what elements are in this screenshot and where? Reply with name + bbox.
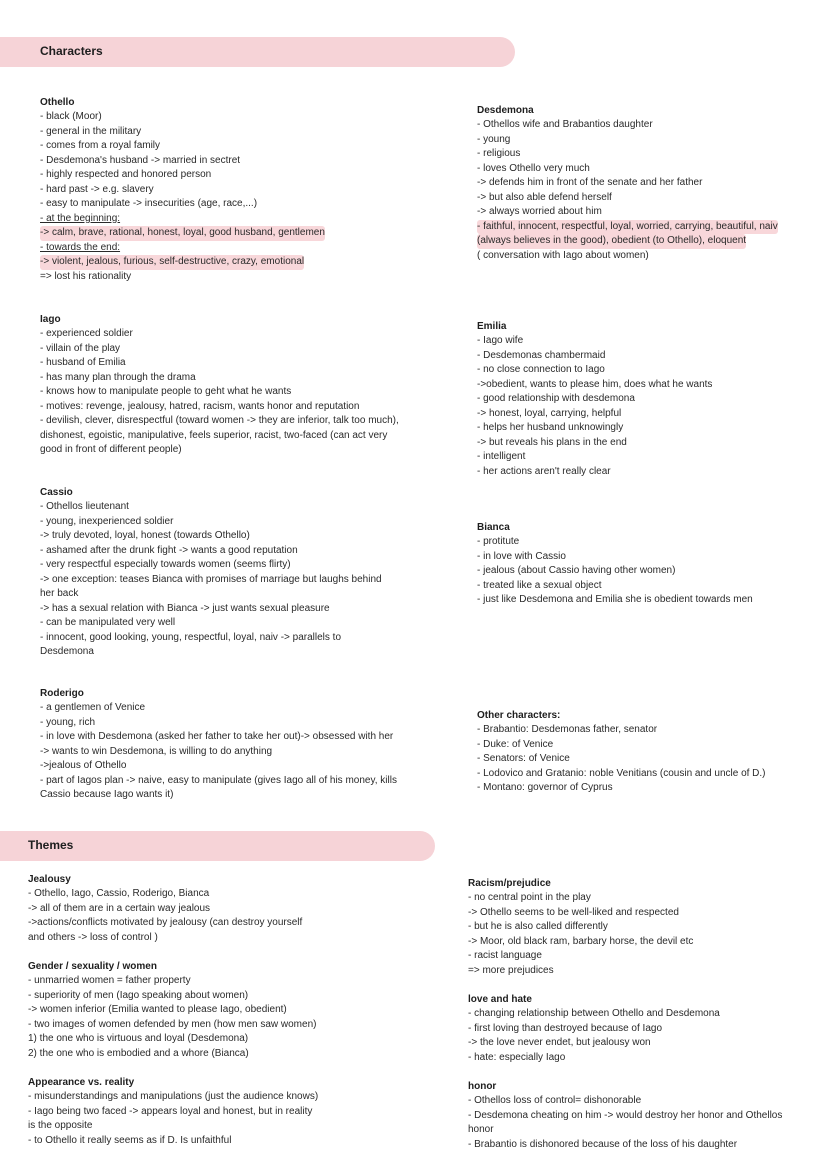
- desdemona-line: - young: [477, 133, 511, 145]
- appearance-line: - to Othello it really seems as if D. Is unfaithful: [28, 1134, 232, 1146]
- emilia-line: - no close connection to Iago: [477, 364, 605, 375]
- iago-line: good in front of different people): [40, 444, 182, 455]
- gender-title: Gender / sexuality / women: [28, 961, 157, 972]
- iago-title: Iago: [40, 314, 61, 325]
- love-hate-line: - hate: especially Iago: [468, 1051, 566, 1063]
- racism-line: -> Moor, old black ram, barbary horse, the devil etc: [468, 935, 694, 947]
- emilia-title: Emilia: [477, 321, 507, 332]
- iago-line: - experienced soldier: [40, 328, 133, 339]
- iago-line: - has many plan through the drama: [40, 371, 196, 383]
- other-characters-line: - Brabantio: Desdemonas father, senator: [477, 724, 658, 735]
- bianca-block: [477, 520, 817, 608]
- emilia-line: - Desdemonas chambermaid: [477, 349, 606, 361]
- section-title-themes: Themes: [28, 838, 74, 852]
- themes-banner: [0, 831, 435, 861]
- iago-block: [40, 312, 460, 458]
- roderigo-line: - part of Iagos plan -> naive, easy to manipulate (gives Iago all of his money, kills: [40, 774, 397, 786]
- emilia-line: - helps her husband unknowingly: [477, 422, 624, 433]
- cassio-line: -> truly devoted, loyal, honest (towards Othello): [40, 530, 250, 541]
- roderigo-line: - young, rich: [40, 716, 96, 728]
- desdemona-line: - faithful, innocent, respectful, loyal, worried, carrying, beautiful, naiv: [477, 220, 778, 235]
- other-characters-title: Other characters:: [477, 710, 561, 721]
- iago-line: - knows how to manipulate people to geht what he wants: [40, 386, 292, 397]
- racism-title: Racism/prejudice: [468, 878, 551, 889]
- cassio-line: - ashamed after the drunk fight -> wants a good reputation: [40, 544, 298, 556]
- othello-line: - comes from a royal family: [40, 140, 161, 151]
- emilia-line: ->obedient, wants to please him, does what he wants: [477, 378, 713, 390]
- jealousy-line: -> all of them are in a certain way jealous: [28, 902, 211, 914]
- roderigo-line: - in love with Desdemona (asked her father to take her out)-> obsessed with her: [40, 731, 394, 742]
- cassio-line: - young, inexperienced soldier: [40, 515, 174, 527]
- cassio-line: - Othellos lieutenant: [40, 501, 129, 512]
- honor-line: - Brabantio is dishonored because of the loss of his daughter: [468, 1138, 738, 1150]
- gender-line: -> women inferior (Emilia wanted to please Iago, obedient): [28, 1004, 287, 1015]
- desdemona-line: ( conversation with Iago about women): [477, 249, 649, 261]
- cassio-line: -> has a sexual relation with Bianca -> just wants sexual pleasure: [40, 602, 330, 614]
- iago-line: - devilish, clever, disrespectful (toward women -> they are inferior, talk too much),: [40, 415, 399, 426]
- othello-line: => lost his rationality: [40, 270, 132, 282]
- roderigo-block: [40, 686, 460, 803]
- gender-block: [28, 959, 448, 1061]
- other-characters-line: - Montano: governor of Cyprus: [477, 782, 613, 793]
- racism-block: [468, 876, 818, 978]
- appearance-line: is the opposite: [28, 1120, 93, 1131]
- gender-line: - superiority of men (Iago speaking about women): [28, 989, 249, 1001]
- gender-line: - unmarried women = father property: [28, 975, 191, 986]
- bianca-line: - treated like a sexual object: [477, 579, 602, 591]
- jealousy-line: and others -> loss of control ): [28, 931, 158, 943]
- honor-title: honor: [468, 1081, 497, 1092]
- emilia-line: -> honest, loyal, carrying, helpful: [477, 407, 622, 419]
- appearance-line: - Iago being two faced -> appears loyal and honest, but in reality: [28, 1105, 313, 1117]
- jealousy-line: - Othello, Iago, Cassio, Roderigo, Bianca: [28, 888, 210, 899]
- roderigo-line: - a gentlemen of Venice: [40, 702, 146, 713]
- desdemona-line: - loves Othello very much: [477, 162, 590, 174]
- othello-line: - black (Moor): [40, 111, 102, 122]
- iago-line: dishonest, egoistic, manipulative, feels superior, racist, two-faced (can act very: [40, 429, 388, 441]
- roderigo-line: -> wants to win Desdemona, is willing to do anything: [40, 745, 273, 757]
- emilia-block: [477, 319, 817, 479]
- bianca-line: - protitute: [477, 536, 520, 547]
- racism-line: - but he is also called differently: [468, 921, 608, 932]
- characters-banner: [0, 37, 515, 67]
- racism-line: - no central point in the play: [468, 892, 591, 903]
- honor-line: - Desdemona cheating on him -> would destroy her honor and Othellos: [468, 1109, 783, 1121]
- gender-line: 1) the one who is virtuous and loyal (Desdemona): [28, 1033, 249, 1044]
- othello-line: - Desdemona's husband -> married in sectret: [40, 154, 241, 166]
- emilia-line: -> but reveals his plans in the end: [477, 436, 627, 448]
- desdemona-line: (always believes in the good), obedient (to Othello), eloquent: [477, 234, 746, 249]
- emilia-line: - intelligent: [477, 451, 526, 462]
- love-hate-line: - changing relationship between Othello and Desdemona: [468, 1008, 720, 1019]
- desdemona-line: - Othellos wife and Brabantios daughter: [477, 119, 653, 130]
- desdemona-line: -> defends him in front of the senate and her father: [477, 177, 703, 188]
- othello-line: -> calm, brave, rational, honest, loyal, good husband, gentlemen: [40, 226, 325, 241]
- cassio-line: -> one exception: teases Bianca with promises of marriage but laughs behind: [40, 573, 382, 585]
- gender-line: 2) the one who is embodied and a whore (Bianca): [28, 1047, 249, 1059]
- bianca-line: - jealous (about Cassio having other women): [477, 565, 676, 576]
- othello-block: [40, 95, 440, 284]
- appearance-line: - misunderstandings and manipulations (just the audience knows): [28, 1091, 319, 1102]
- bianca-line: - in love with Cassio: [477, 550, 566, 562]
- iago-line: - motives: revenge, jealousy, hatred, racism, wants honor and reputation: [40, 400, 360, 412]
- othello-line: - general in the military: [40, 125, 142, 137]
- jealousy-block: [28, 872, 448, 945]
- desdemona-line: -> always worried about him: [477, 206, 602, 217]
- jealousy-line: ->actions/conflicts motivated by jealousy (can destroy yourself: [28, 917, 303, 928]
- othello-line: - towards the end:: [40, 241, 121, 253]
- section-title-characters: Characters: [40, 44, 103, 58]
- emilia-line: - good relationship with desdemona: [477, 393, 635, 404]
- other-characters-line: - Senators: of Venice: [477, 753, 570, 764]
- othello-line: - highly respected and honored person: [40, 169, 212, 180]
- other-characters-block: [477, 708, 817, 796]
- othello-line: - easy to manipulate -> insecurities (age, race,...): [40, 198, 258, 209]
- cassio-line: - innocent, good looking, young, respectful, loyal, naiv -> parallels to: [40, 631, 342, 643]
- love-hate-block: [468, 992, 818, 1065]
- appearance-title: Appearance vs. reality: [28, 1077, 135, 1088]
- iago-line: - villain of the play: [40, 342, 121, 354]
- othello-line: - at the beginning:: [40, 212, 121, 224]
- desdemona-title: Desdemona: [477, 105, 534, 116]
- bianca-title: Bianca: [477, 522, 510, 533]
- appearance-block: [28, 1075, 448, 1148]
- cassio-title: Cassio: [40, 487, 73, 498]
- bianca-line: - just like Desdemona and Emilia she is obedient towards men: [477, 594, 753, 605]
- cassio-line: - very respectful especially towards women (seems flirty): [40, 559, 291, 570]
- honor-line: honor: [468, 1124, 494, 1135]
- cassio-line: her back: [40, 588, 79, 599]
- honor-line: - Othellos loss of control= dishonorable: [468, 1095, 642, 1106]
- othello-line: - hard past -> e.g. slavery: [40, 183, 154, 195]
- other-characters-line: - Lodovico and Gratanio: noble Venitians (cousin and uncle of D.): [477, 767, 766, 779]
- gender-line: - two images of women defended by men (how men saw women): [28, 1018, 317, 1030]
- love-hate-line: -> the love never endet, but jealousy won: [468, 1037, 651, 1048]
- desdemona-block: [477, 103, 817, 263]
- racism-line: -> Othello seems to be well-liked and respected: [468, 906, 679, 918]
- roderigo-title: Roderigo: [40, 688, 84, 699]
- honor-block: [468, 1079, 818, 1152]
- love-hate-title: love and hate: [468, 994, 532, 1005]
- emilia-line: - her actions aren't really clear: [477, 465, 611, 477]
- emilia-line: - Iago wife: [477, 335, 524, 346]
- roderigo-line: ->jealous of Othello: [40, 760, 127, 771]
- iago-line: - husband of Emilia: [40, 357, 126, 368]
- cassio-line: Desdemona: [40, 646, 94, 657]
- love-hate-line: - first loving than destroyed because of Iago: [468, 1022, 663, 1034]
- racism-line: => more prejudices: [468, 964, 554, 976]
- cassio-line: - can be manipulated very well: [40, 617, 176, 628]
- desdemona-line: -> but also able defend herself: [477, 191, 612, 203]
- cassio-block: [40, 485, 460, 660]
- other-characters-line: - Duke: of Venice: [477, 738, 554, 750]
- othello-line: -> violent, jealous, furious, self-destructive, crazy, emotional: [40, 255, 304, 270]
- roderigo-line: Cassio because Iago wants it): [40, 789, 174, 800]
- racism-line: - racist language: [468, 950, 542, 961]
- desdemona-line: - religious: [477, 148, 521, 159]
- jealousy-title: Jealousy: [28, 874, 71, 885]
- othello-title: Othello: [40, 97, 75, 108]
